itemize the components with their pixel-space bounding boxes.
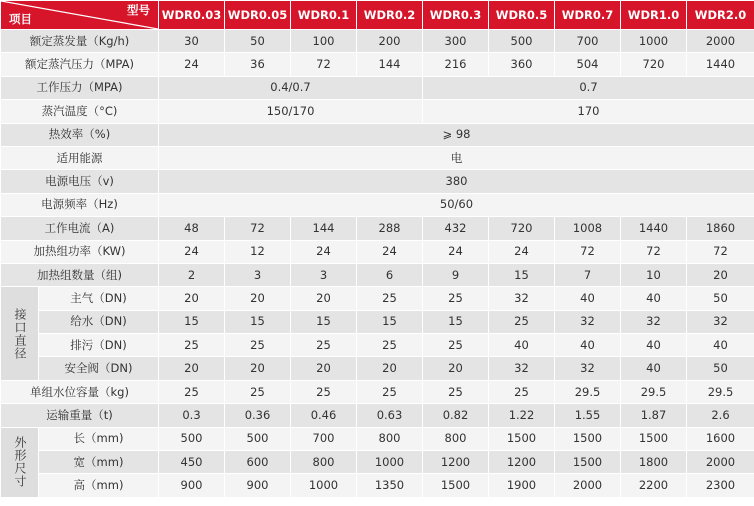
- header-model-cell: WDR0.7: [555, 1, 621, 30]
- value-cell: 0.7: [423, 76, 754, 99]
- value-cell: 25: [423, 334, 489, 357]
- value-cell: 29.5: [687, 380, 754, 403]
- row-label-cell: 电源频率（Hz): [1, 193, 159, 216]
- value-cell: 1500: [555, 451, 621, 474]
- value-cell: 504: [555, 53, 621, 76]
- value-cell: 700: [291, 427, 357, 450]
- value-cell: 1008: [555, 217, 621, 240]
- value-cell: 1500: [423, 474, 489, 497]
- value-cell: 1600: [687, 427, 754, 450]
- value-cell: 2000: [687, 451, 754, 474]
- value-cell: 15: [159, 310, 225, 333]
- value-cell: 1500: [489, 427, 555, 450]
- value-cell: 72: [225, 217, 291, 240]
- value-cell: 20: [159, 287, 225, 310]
- value-cell: 1500: [555, 427, 621, 450]
- value-cell: 500: [489, 30, 555, 53]
- value-cell: 24: [357, 240, 423, 263]
- header-model-cell: WDR0.3: [423, 1, 489, 30]
- value-cell: 1800: [621, 451, 687, 474]
- value-cell: 24: [159, 240, 225, 263]
- value-cell: 40: [555, 287, 621, 310]
- row-label-cell: 主气（DN): [39, 287, 159, 310]
- value-cell: 3: [291, 263, 357, 286]
- value-cell: 32: [621, 310, 687, 333]
- value-cell: 500: [225, 427, 291, 450]
- value-cell: 15: [225, 310, 291, 333]
- table-row: [1, 380, 754, 403]
- value-cell: 0.36: [225, 404, 291, 427]
- row-label-cell: 工作电流（A): [1, 217, 159, 240]
- row-label-cell: 给水（DN): [39, 310, 159, 333]
- value-cell: 200: [357, 30, 423, 53]
- value-cell: 1860: [687, 217, 754, 240]
- value-cell: 1440: [621, 217, 687, 240]
- header-model-label: 型号: [127, 3, 150, 17]
- value-cell: 144: [291, 217, 357, 240]
- row-label-cell: 额定蒸发量（Kg/h): [1, 30, 159, 53]
- row-label-cell: 工作压力（MPA): [1, 76, 159, 99]
- value-cell: 32: [555, 357, 621, 380]
- value-cell: 32: [687, 310, 754, 333]
- value-cell: 24: [423, 240, 489, 263]
- table-row: [1, 240, 754, 263]
- value-cell: 72: [291, 53, 357, 76]
- value-cell: 25: [225, 380, 291, 403]
- value-cell: 800: [291, 451, 357, 474]
- row-label-cell: 电源电压（v): [1, 170, 159, 193]
- value-cell: 25: [159, 380, 225, 403]
- value-cell: 29.5: [621, 380, 687, 403]
- header-row: [1, 1, 754, 30]
- value-cell: 25: [357, 380, 423, 403]
- value-cell: 1200: [423, 451, 489, 474]
- value-cell: 2000: [555, 474, 621, 497]
- value-cell: 25: [291, 334, 357, 357]
- value-cell: 288: [357, 217, 423, 240]
- value-cell: 600: [225, 451, 291, 474]
- value-cell: 144: [357, 53, 423, 76]
- value-cell: 25: [357, 334, 423, 357]
- value-cell: 2300: [687, 474, 754, 497]
- value-cell: 25: [291, 380, 357, 403]
- row-label-cell: 额定蒸汽压力（MPA): [1, 53, 159, 76]
- value-cell: 7: [555, 263, 621, 286]
- value-cell: 20: [291, 287, 357, 310]
- table-row: [1, 334, 754, 357]
- value-cell: 36: [225, 53, 291, 76]
- value-cell: ⩾ 98: [159, 123, 754, 146]
- value-cell: 40: [621, 357, 687, 380]
- value-cell: 20: [423, 357, 489, 380]
- value-cell: 1200: [489, 451, 555, 474]
- value-cell: 100: [291, 30, 357, 53]
- value-cell: 40: [687, 334, 754, 357]
- value-cell: 15: [423, 310, 489, 333]
- value-cell: 2200: [621, 474, 687, 497]
- value-cell: 电: [159, 146, 754, 169]
- value-cell: 15: [291, 310, 357, 333]
- header-model-cell: WDR1.0: [621, 1, 687, 30]
- value-cell: 72: [687, 240, 754, 263]
- value-cell: 25: [489, 310, 555, 333]
- table-row: [1, 474, 754, 497]
- value-cell: 900: [159, 474, 225, 497]
- value-cell: 40: [621, 287, 687, 310]
- value-cell: 15: [357, 310, 423, 333]
- table-row: [1, 53, 754, 76]
- value-cell: 10: [621, 263, 687, 286]
- table-row: [1, 451, 754, 474]
- value-cell: 150/170: [159, 100, 423, 123]
- value-cell: 24: [489, 240, 555, 263]
- value-cell: 1900: [489, 474, 555, 497]
- value-cell: 450: [159, 451, 225, 474]
- header-model-cell: WDR0.2: [357, 1, 423, 30]
- header-corner-cell: [1, 1, 159, 30]
- value-cell: 1500: [621, 427, 687, 450]
- value-cell: 720: [621, 53, 687, 76]
- value-cell: 0.46: [291, 404, 357, 427]
- value-cell: 700: [555, 30, 621, 53]
- value-cell: 40: [621, 334, 687, 357]
- value-cell: 24: [159, 53, 225, 76]
- value-cell: 32: [489, 287, 555, 310]
- value-cell: 20: [225, 357, 291, 380]
- value-cell: 720: [489, 217, 555, 240]
- value-cell: 9: [423, 263, 489, 286]
- value-cell: 25: [489, 380, 555, 403]
- value-cell: 24: [291, 240, 357, 263]
- value-cell: 300: [423, 30, 489, 53]
- value-cell: 1000: [621, 30, 687, 53]
- row-label-cell: 加热组功率（KW): [1, 240, 159, 263]
- value-cell: 0.4/0.7: [159, 76, 423, 99]
- value-cell: 1.87: [621, 404, 687, 427]
- value-cell: 216: [423, 53, 489, 76]
- value-cell: 380: [159, 170, 754, 193]
- row-label-cell: 宽（mm): [39, 451, 159, 474]
- value-cell: 1.55: [555, 404, 621, 427]
- value-cell: 50: [225, 30, 291, 53]
- value-cell: 20: [159, 357, 225, 380]
- table-row: [1, 146, 754, 169]
- table-row: [1, 287, 754, 310]
- value-cell: 170: [423, 100, 754, 123]
- value-cell: 15: [489, 263, 555, 286]
- row-label-cell: 加热组数量（组): [1, 263, 159, 286]
- row-label-cell: 长（mm): [39, 427, 159, 450]
- value-cell: 29.5: [555, 380, 621, 403]
- value-cell: 1.22: [489, 404, 555, 427]
- header-item-label: 项目: [9, 12, 32, 26]
- value-cell: 50/60: [159, 193, 754, 216]
- row-label-cell: 安全阀（DN): [39, 357, 159, 380]
- value-cell: 72: [621, 240, 687, 263]
- table-row: [1, 310, 754, 333]
- row-label-cell: 热效率（%): [1, 123, 159, 146]
- value-cell: 1440: [687, 53, 754, 76]
- table-row: [1, 100, 754, 123]
- table-row: [1, 193, 754, 216]
- value-cell: 72: [555, 240, 621, 263]
- value-cell: 0.63: [357, 404, 423, 427]
- value-cell: 50: [687, 287, 754, 310]
- value-cell: 1000: [291, 474, 357, 497]
- row-label-cell: 运输重量（t): [1, 404, 159, 427]
- row-label-cell: 适用能源: [1, 146, 159, 169]
- value-cell: 25: [159, 334, 225, 357]
- value-cell: 20: [225, 287, 291, 310]
- table-row: [1, 30, 754, 53]
- value-cell: 20: [357, 357, 423, 380]
- value-cell: 900: [225, 474, 291, 497]
- table-row: [1, 170, 754, 193]
- table-row: [1, 263, 754, 286]
- table-row: [1, 404, 754, 427]
- value-cell: 6: [357, 263, 423, 286]
- value-cell: 25: [225, 334, 291, 357]
- value-cell: 48: [159, 217, 225, 240]
- value-cell: 800: [423, 427, 489, 450]
- table-row: [1, 123, 754, 146]
- row-label-cell: 蒸汽温度（°C): [1, 100, 159, 123]
- value-cell: 0.3: [159, 404, 225, 427]
- row-label-cell: 单组水位容量（kg): [1, 380, 159, 403]
- header-model-cell: WDR0.03: [159, 1, 225, 30]
- value-cell: 40: [489, 334, 555, 357]
- value-cell: 50: [687, 357, 754, 380]
- table-row: [1, 427, 754, 450]
- row-label-cell: 排污（DN): [39, 334, 159, 357]
- header-model-cell: WDR2.0: [687, 1, 754, 30]
- value-cell: 800: [357, 427, 423, 450]
- value-cell: 32: [555, 310, 621, 333]
- header-model-cell: WDR0.5: [489, 1, 555, 30]
- value-cell: 0.82: [423, 404, 489, 427]
- group-label-cell: 外形尺寸: [1, 427, 39, 497]
- value-cell: 500: [159, 427, 225, 450]
- value-cell: 12: [225, 240, 291, 263]
- header-model-cell: WDR0.05: [225, 1, 291, 30]
- table-row: [1, 217, 754, 240]
- value-cell: 2000: [687, 30, 754, 53]
- value-cell: 20: [291, 357, 357, 380]
- value-cell: 30: [159, 30, 225, 53]
- value-cell: 25: [423, 380, 489, 403]
- value-cell: 25: [423, 287, 489, 310]
- table-row: [1, 76, 754, 99]
- value-cell: 432: [423, 217, 489, 240]
- group-label-cell: 接口直径: [1, 287, 39, 381]
- value-cell: 40: [555, 334, 621, 357]
- row-label-cell: 高（mm): [39, 474, 159, 497]
- value-cell: 3: [225, 263, 291, 286]
- value-cell: 32: [489, 357, 555, 380]
- value-cell: 1000: [357, 451, 423, 474]
- value-cell: 1350: [357, 474, 423, 497]
- value-cell: 20: [687, 263, 754, 286]
- value-cell: 2.6: [687, 404, 754, 427]
- table-row: [1, 357, 754, 380]
- header-model-cell: WDR0.1: [291, 1, 357, 30]
- value-cell: 25: [357, 287, 423, 310]
- spec-table-body: [1, 30, 754, 498]
- value-cell: 2: [159, 263, 225, 286]
- value-cell: 360: [489, 53, 555, 76]
